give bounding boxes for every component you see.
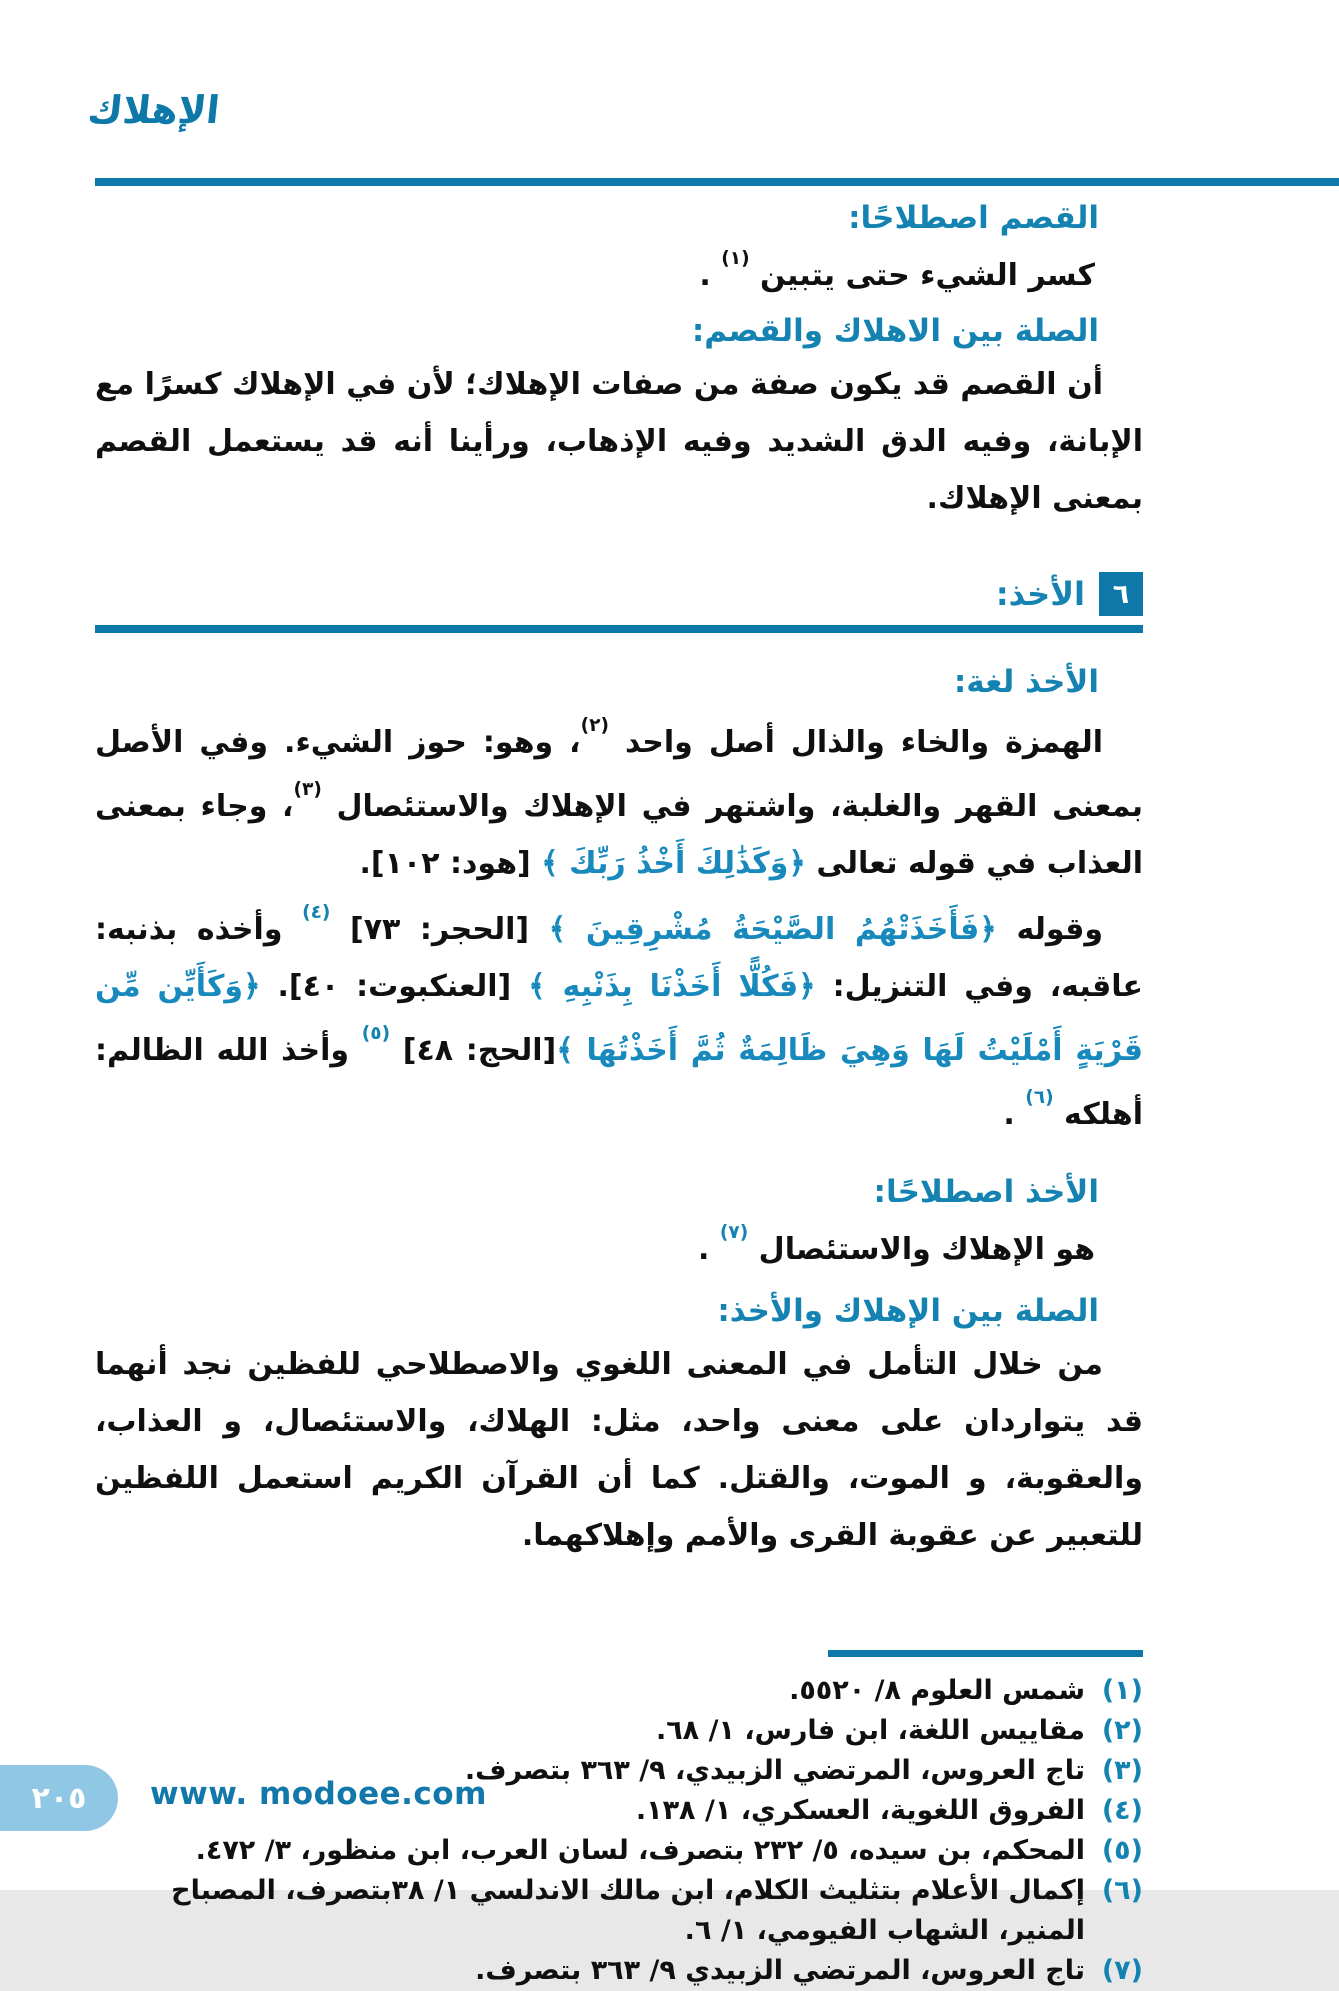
footnote-number: (٤) (1101, 1795, 1143, 1826)
section-rule (95, 625, 1143, 633)
footnote-text: تاج العروس، المرتضي الزبيدي ٩/ ٣٦٣ بتصرف. (475, 1955, 1085, 1986)
para-akhdh-lugha-1 (95, 707, 1143, 892)
footnote-ref-5: (٥) (361, 1022, 391, 1044)
footnote-row (95, 1951, 1143, 1991)
footnote-row (95, 1671, 1143, 1711)
heading-akhdh-lugha: الأخذ لغة: (953, 664, 1099, 700)
footnote-row (95, 1711, 1143, 1751)
qasm-def-period: . (699, 258, 722, 293)
footnote-row (95, 1871, 1143, 1951)
footnote-row (95, 1831, 1143, 1871)
lugha-run: الهمزة والخاء والذال أصل واحد (608, 725, 1103, 760)
footnote-number: (٣) (1101, 1755, 1143, 1786)
verse-reference-hajj: [الحج: ٤٨] (390, 1033, 557, 1068)
heading-sila-akhdh: الصلة بين الإهلاك والأخذ: (717, 1293, 1099, 1329)
heading-sila-qasm: الصلة بين الاهلاك والقصم: (691, 313, 1099, 349)
footnote-text: المحكم، بن سيده، ٥/ ٢٣٢ بتصرف، لسان العرب، ابن منظور، ٣/ ٤٧٢. (195, 1835, 1085, 1866)
footnote-text: شمس العلوم ٨/ ٥٥٢٠. (789, 1675, 1085, 1706)
quran-verse-hijr: ﴿فَأَخَذَتْهُمُ الصَّيْحَةُ مُشْرِقِينَ ﴾ (548, 912, 997, 947)
page-number-badge (0, 1765, 118, 1831)
footnote-number: (٦) (1101, 1875, 1143, 1906)
lugha-run: وأخذه بذنبه: عاقبه، وفي التنزيل: (95, 912, 1143, 1004)
footnote-ref-4: (٤) (302, 901, 331, 923)
lugha-run: وأخذ الله الظالم: أهلكه (95, 1033, 1143, 1132)
website-link[interactable]: www. modoee.com (150, 1776, 487, 1812)
heading-akhdh-istilahan: الأخذ اصطلاحًا: (873, 1174, 1099, 1210)
footnote-ref-7: (٧) (719, 1221, 749, 1243)
para-sila-qasm: أن القصم قد يكون صفة من صفات الإهلاك؛ لأن في الإهلاك كسرًا مع الإبانة، وفيه الدق الشديد وفيه الإذهاب، ورأينا أنه قد يستعمل القصم بمعنى الإهلاك. (95, 367, 1143, 516)
footnote-ref-1: (١) (721, 247, 750, 269)
footnote-number: (١) (1101, 1675, 1143, 1706)
para-akhdh-lugha-2 (95, 894, 1143, 1143)
footnote-ref-6: (٦) (1025, 1086, 1054, 1108)
footnote-separator (828, 1650, 1143, 1657)
qasm-def-text: كسر الشيء حتى يتبين (749, 258, 1095, 293)
lugha-run: وقوله (996, 912, 1103, 947)
footnote-number: (٥) (1101, 1835, 1143, 1866)
footnote-ref-2: (٢) (580, 714, 609, 736)
section-number-box: ٦ (1099, 572, 1143, 616)
akhdh-definition (95, 1217, 1143, 1276)
footnote-text: مقاييس اللغة، ابن فارس، ١/ ٦٨. (655, 1715, 1085, 1746)
footnote-text: الفروق اللغوية، العسكري، ١/ ١٣٨. (635, 1795, 1085, 1826)
akhdh-def-period: . (698, 1232, 720, 1267)
footnote-number: (٢) (1101, 1715, 1143, 1746)
footnotes-block (95, 1671, 1143, 1991)
quran-verse-hajj: ﴿وَكَأَيِّن مِّن قَرْيَةٍ أَمْلَيْتُ لَهَا وَهِيَ ظَالِمَةٌ ثُمَّ أَخَذْتُهَا ﴾ (95, 969, 1143, 1068)
verse-reference-hijr: [الحجر: ٧٣] (330, 912, 549, 947)
lugha-run: ، وهو: حوز الشيء. وفي الأصل بمعنى القهر والغلبة، واشتهر في الإهلاك والاستئصال (95, 725, 1143, 824)
footnote-ref-3: (٣) (293, 778, 322, 800)
section-banner-akhdh (95, 571, 1143, 617)
page-content (95, 195, 1143, 1991)
section-label-akhdh: الأخذ: (995, 575, 1085, 613)
heading-qasm-istilahan: القصم اصطلاحًا: (848, 200, 1099, 236)
verse-reference-ankabut: [العنكبوت: ٤٠]. (260, 969, 529, 1004)
lugha-run: ، وجاء بمعنى العذاب في قوله تعالى (95, 789, 1143, 881)
page-header-title: الإهلاك (85, 88, 222, 132)
footnote-text: إكمال الأعلام بتثليث الكلام، ابن مالك الاندلسي ١/ ٣٨بتصرف، المصباح المنير، الشهاب الفيومي، ١/ ٦. (171, 1875, 1085, 1946)
para-sila-akhdh: من خلال التأمل في المعنى اللغوي والاصطلاحي للفظين نجد أنهما قد يتواردان على معنى واحد، مثل: الهلاك، والاستئصال، و العذاب، والعقوبة، و الموت، والقتل. كما أن القرآن الكريم استعمل اللفظين للتعبير عن عقوبة القرى والأمم وإهلاكهما. (95, 1347, 1143, 1553)
page-number: ٢٠٥ (31, 1780, 87, 1816)
verse-reference-hud: [هود: ١٠٢]. (359, 846, 542, 881)
quran-verse-ankabut: ﴿فَكُلًّا أَخَذْنَا بِذَنْبِهِ ﴾ (528, 969, 816, 1004)
lugha-run: . (1003, 1097, 1026, 1132)
footnote-number: (٧) (1101, 1955, 1143, 1986)
footnote-text: تاج العروس، المرتضي الزبيدي، ٩/ ٣٦٣ بتصرف. (464, 1755, 1085, 1786)
akhdh-def-text: هو الإهلاك والاستئصال (748, 1232, 1095, 1267)
header-rule (95, 178, 1339, 186)
qasm-definition (95, 243, 1143, 302)
quran-verse-hud: ﴿وَكَذَٰلِكَ أَخْذُ رَبِّكَ ﴾ (541, 846, 806, 881)
